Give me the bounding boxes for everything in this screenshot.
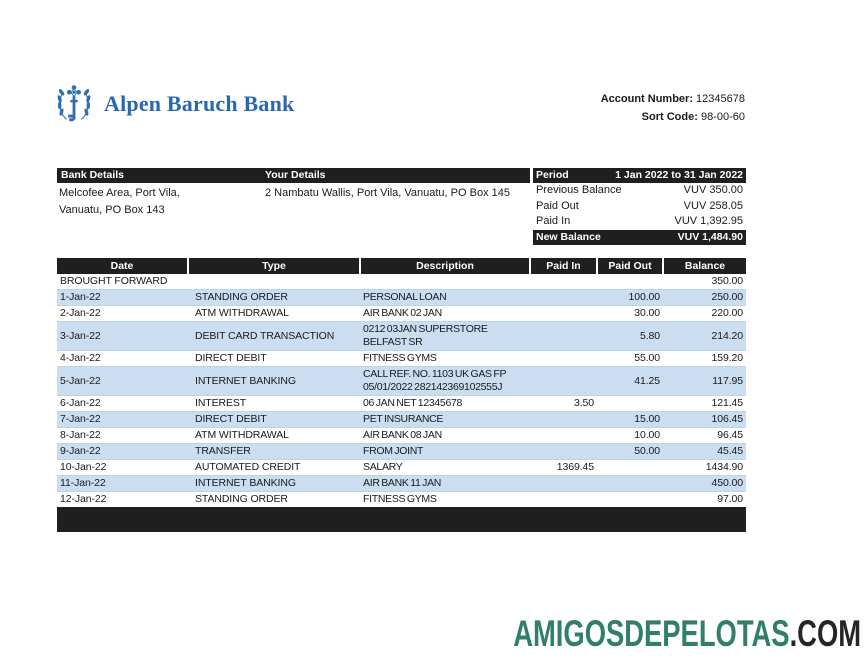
transactions-header <box>57 258 746 274</box>
txn-paid-out <box>597 460 663 476</box>
table-row <box>57 492 746 508</box>
txn-date: 9-Jan-22 <box>57 444 188 460</box>
txn-balance: 45.45 <box>663 444 746 460</box>
brought-forward-label: BROUGHT FORWARD <box>60 275 168 287</box>
previous-balance-row <box>533 183 746 199</box>
txn-paid-out <box>597 396 663 412</box>
paid-in-label: Paid In <box>536 215 571 227</box>
txn-paid-out: 5.80 <box>597 322 663 351</box>
txn-date: 12-Jan-22 <box>60 493 107 505</box>
col-header-paid-in: Paid In <box>530 258 597 274</box>
txn-date: 7-Jan-22 <box>57 412 188 428</box>
watermark <box>513 613 861 655</box>
txn-paid-in <box>530 306 597 322</box>
txn-type: INTERNET BANKING <box>188 476 360 492</box>
txn-date: 4-Jan-22 <box>60 352 101 364</box>
txn-type: INTEREST <box>195 397 247 409</box>
bank-name: Alpen Baruch Bank <box>104 91 295 116</box>
sort-code-value: 98-00-60 <box>700 111 745 123</box>
bank-address-line2: Vanuatu, PO Box 143 <box>59 204 165 216</box>
new-balance-label: New Balance <box>536 230 601 243</box>
txn-balance: 96.45 <box>717 429 743 441</box>
txn-date: 5-Jan-22 <box>57 367 188 396</box>
brought-forward-row <box>57 274 746 290</box>
table-row <box>57 367 746 396</box>
txn-balance: 106.45 <box>663 412 746 428</box>
txn-description: FROM JOINT <box>360 444 530 460</box>
txn-paid-in: 3.50 <box>573 397 594 409</box>
period-summary-box <box>533 168 746 245</box>
txn-paid-in <box>530 428 597 444</box>
watermark-suffix: .COM <box>789 613 861 654</box>
table-row <box>57 306 746 322</box>
txn-date: 10-Jan-22 <box>60 461 107 473</box>
txn-description: PET INSURANCE <box>360 412 530 428</box>
txn-type: ATM WITHDRAWAL <box>195 429 289 441</box>
period-value: 1 Jan 2022 to 31 Jan 2022 <box>615 169 743 181</box>
table-row <box>57 428 746 444</box>
col-header-paid-out: Paid Out <box>597 258 663 274</box>
txn-description: FITNESS GYMS <box>363 493 437 505</box>
customer-address: 2 Nambatu Wallis, Port Vila, Vanuatu, PO Box 145 <box>265 187 510 199</box>
txn-paid-out <box>597 492 663 508</box>
txn-date: 8-Jan-22 <box>60 429 101 441</box>
txn-paid-in <box>530 290 597 306</box>
txn-description: FITNESS GYMS <box>363 352 437 364</box>
new-balance-value: VUV 1,484.90 <box>677 230 743 243</box>
txn-type: TRANSFER <box>188 444 360 460</box>
txn-type: INTERNET BANKING <box>188 367 360 396</box>
txn-paid-out: 55.00 <box>634 352 660 364</box>
paid-out-row <box>533 199 746 215</box>
your-details-header: Your Details <box>265 169 326 181</box>
txn-description: SALARY <box>363 461 403 473</box>
account-number-value: 12345678 <box>696 93 745 105</box>
table-row <box>57 444 746 460</box>
table-footer-bar <box>57 507 746 532</box>
txn-paid-out: 41.25 <box>597 367 663 396</box>
txn-balance: 159.20 <box>711 352 743 364</box>
txn-paid-out: 30.00 <box>634 307 660 319</box>
watermark-main: AMIGOSDEPELOTAS <box>513 613 790 654</box>
details-section <box>57 168 746 245</box>
txn-type: AUTOMATED CREDIT <box>195 461 301 473</box>
paid-in-row <box>533 214 746 230</box>
txn-paid-in <box>530 492 597 508</box>
txn-balance: 250.00 <box>663 290 746 306</box>
txn-paid-in <box>530 476 597 492</box>
addresses-row <box>57 183 530 219</box>
bank-logo-key-laurel-icon <box>52 82 96 126</box>
details-header-bar <box>57 168 530 183</box>
txn-description: 06 JAN NET 12345678 <box>363 397 463 409</box>
txn-paid-out <box>597 476 663 492</box>
col-header-description: Description <box>360 258 530 274</box>
txn-paid-out: 50.00 <box>597 444 663 460</box>
txn-paid-in <box>530 367 597 396</box>
brand-header <box>52 82 294 126</box>
txn-description: PERSONAL LOAN <box>360 290 530 306</box>
txn-balance: 214.20 <box>663 322 746 351</box>
txn-description: CALL REF. NO. 1103 UK GAS FP 05/01/2022 282142369102555J <box>360 367 530 396</box>
txn-paid-in <box>530 412 597 428</box>
col-header-balance: Balance <box>663 258 746 274</box>
txn-date: 1-Jan-22 <box>57 290 188 306</box>
txn-balance: 220.00 <box>711 307 743 319</box>
table-row <box>57 322 746 351</box>
txn-type: STANDING ORDER <box>188 290 360 306</box>
previous-balance-label: Previous Balance <box>536 184 622 196</box>
txn-date: 6-Jan-22 <box>60 397 101 409</box>
paid-in-value: VUV 1,392.95 <box>674 215 743 227</box>
txn-date: 3-Jan-22 <box>57 322 188 351</box>
txn-type: ATM WITHDRAWAL <box>195 307 289 319</box>
table-row <box>57 460 746 476</box>
previous-balance-value: VUV 350.00 <box>683 184 743 196</box>
txn-paid-out: 10.00 <box>634 429 660 441</box>
txn-paid-out: 100.00 <box>597 290 663 306</box>
table-row <box>57 396 746 412</box>
txn-paid-in <box>530 444 597 460</box>
sort-code-line <box>601 108 745 126</box>
txn-balance: 121.45 <box>711 397 743 409</box>
txn-date: 11-Jan-22 <box>57 476 188 492</box>
txn-type: DIRECT DEBIT <box>188 412 360 428</box>
account-number-line <box>601 90 745 108</box>
txn-paid-in <box>530 351 597 367</box>
txn-balance: 1434.90 <box>705 461 743 473</box>
col-header-date: Date <box>57 258 188 274</box>
txn-balance: 97.00 <box>717 493 743 505</box>
txn-balance: 450.00 <box>663 476 746 492</box>
bank-address-line1: Melcofee Area, Port Vila, <box>59 187 180 199</box>
table-row <box>57 351 746 367</box>
txn-description: 0212 03JAN SUPERSTORE BELFAST SR <box>360 322 530 351</box>
txn-type: DEBIT CARD TRANSACTION <box>188 322 360 351</box>
paid-out-value: VUV 258.05 <box>683 199 743 212</box>
paid-out-label: Paid Out <box>536 199 579 212</box>
txn-paid-in: 1369.45 <box>556 461 594 473</box>
txn-paid-in <box>530 322 597 351</box>
txn-description: AIR BANK 02 JAN <box>363 307 442 319</box>
account-number-label: Account Number: <box>600 93 693 105</box>
txn-description: AIR BANK 08 JAN <box>363 429 442 441</box>
period-header-bar <box>533 168 746 183</box>
account-info <box>601 90 745 126</box>
txn-balance: 117.95 <box>663 367 746 396</box>
txn-type: STANDING ORDER <box>195 493 288 505</box>
table-row <box>57 476 746 492</box>
addresses-block <box>57 168 530 245</box>
bank-address <box>57 185 265 219</box>
brought-forward-balance: 350.00 <box>711 275 743 287</box>
bank-details-header: Bank Details <box>61 169 125 181</box>
table-row <box>57 412 746 428</box>
table-row <box>57 290 746 306</box>
col-header-type: Type <box>188 258 360 274</box>
txn-paid-out: 15.00 <box>597 412 663 428</box>
sort-code-label: Sort Code: <box>641 111 698 123</box>
new-balance-row <box>533 230 746 245</box>
txn-description: AIR BANK 11 JAN <box>360 476 530 492</box>
txn-date: 2-Jan-22 <box>60 307 101 319</box>
txn-type: DIRECT DEBIT <box>195 352 267 364</box>
transactions-section <box>57 258 746 532</box>
transactions-table <box>57 258 746 507</box>
period-label: Period <box>536 169 569 181</box>
